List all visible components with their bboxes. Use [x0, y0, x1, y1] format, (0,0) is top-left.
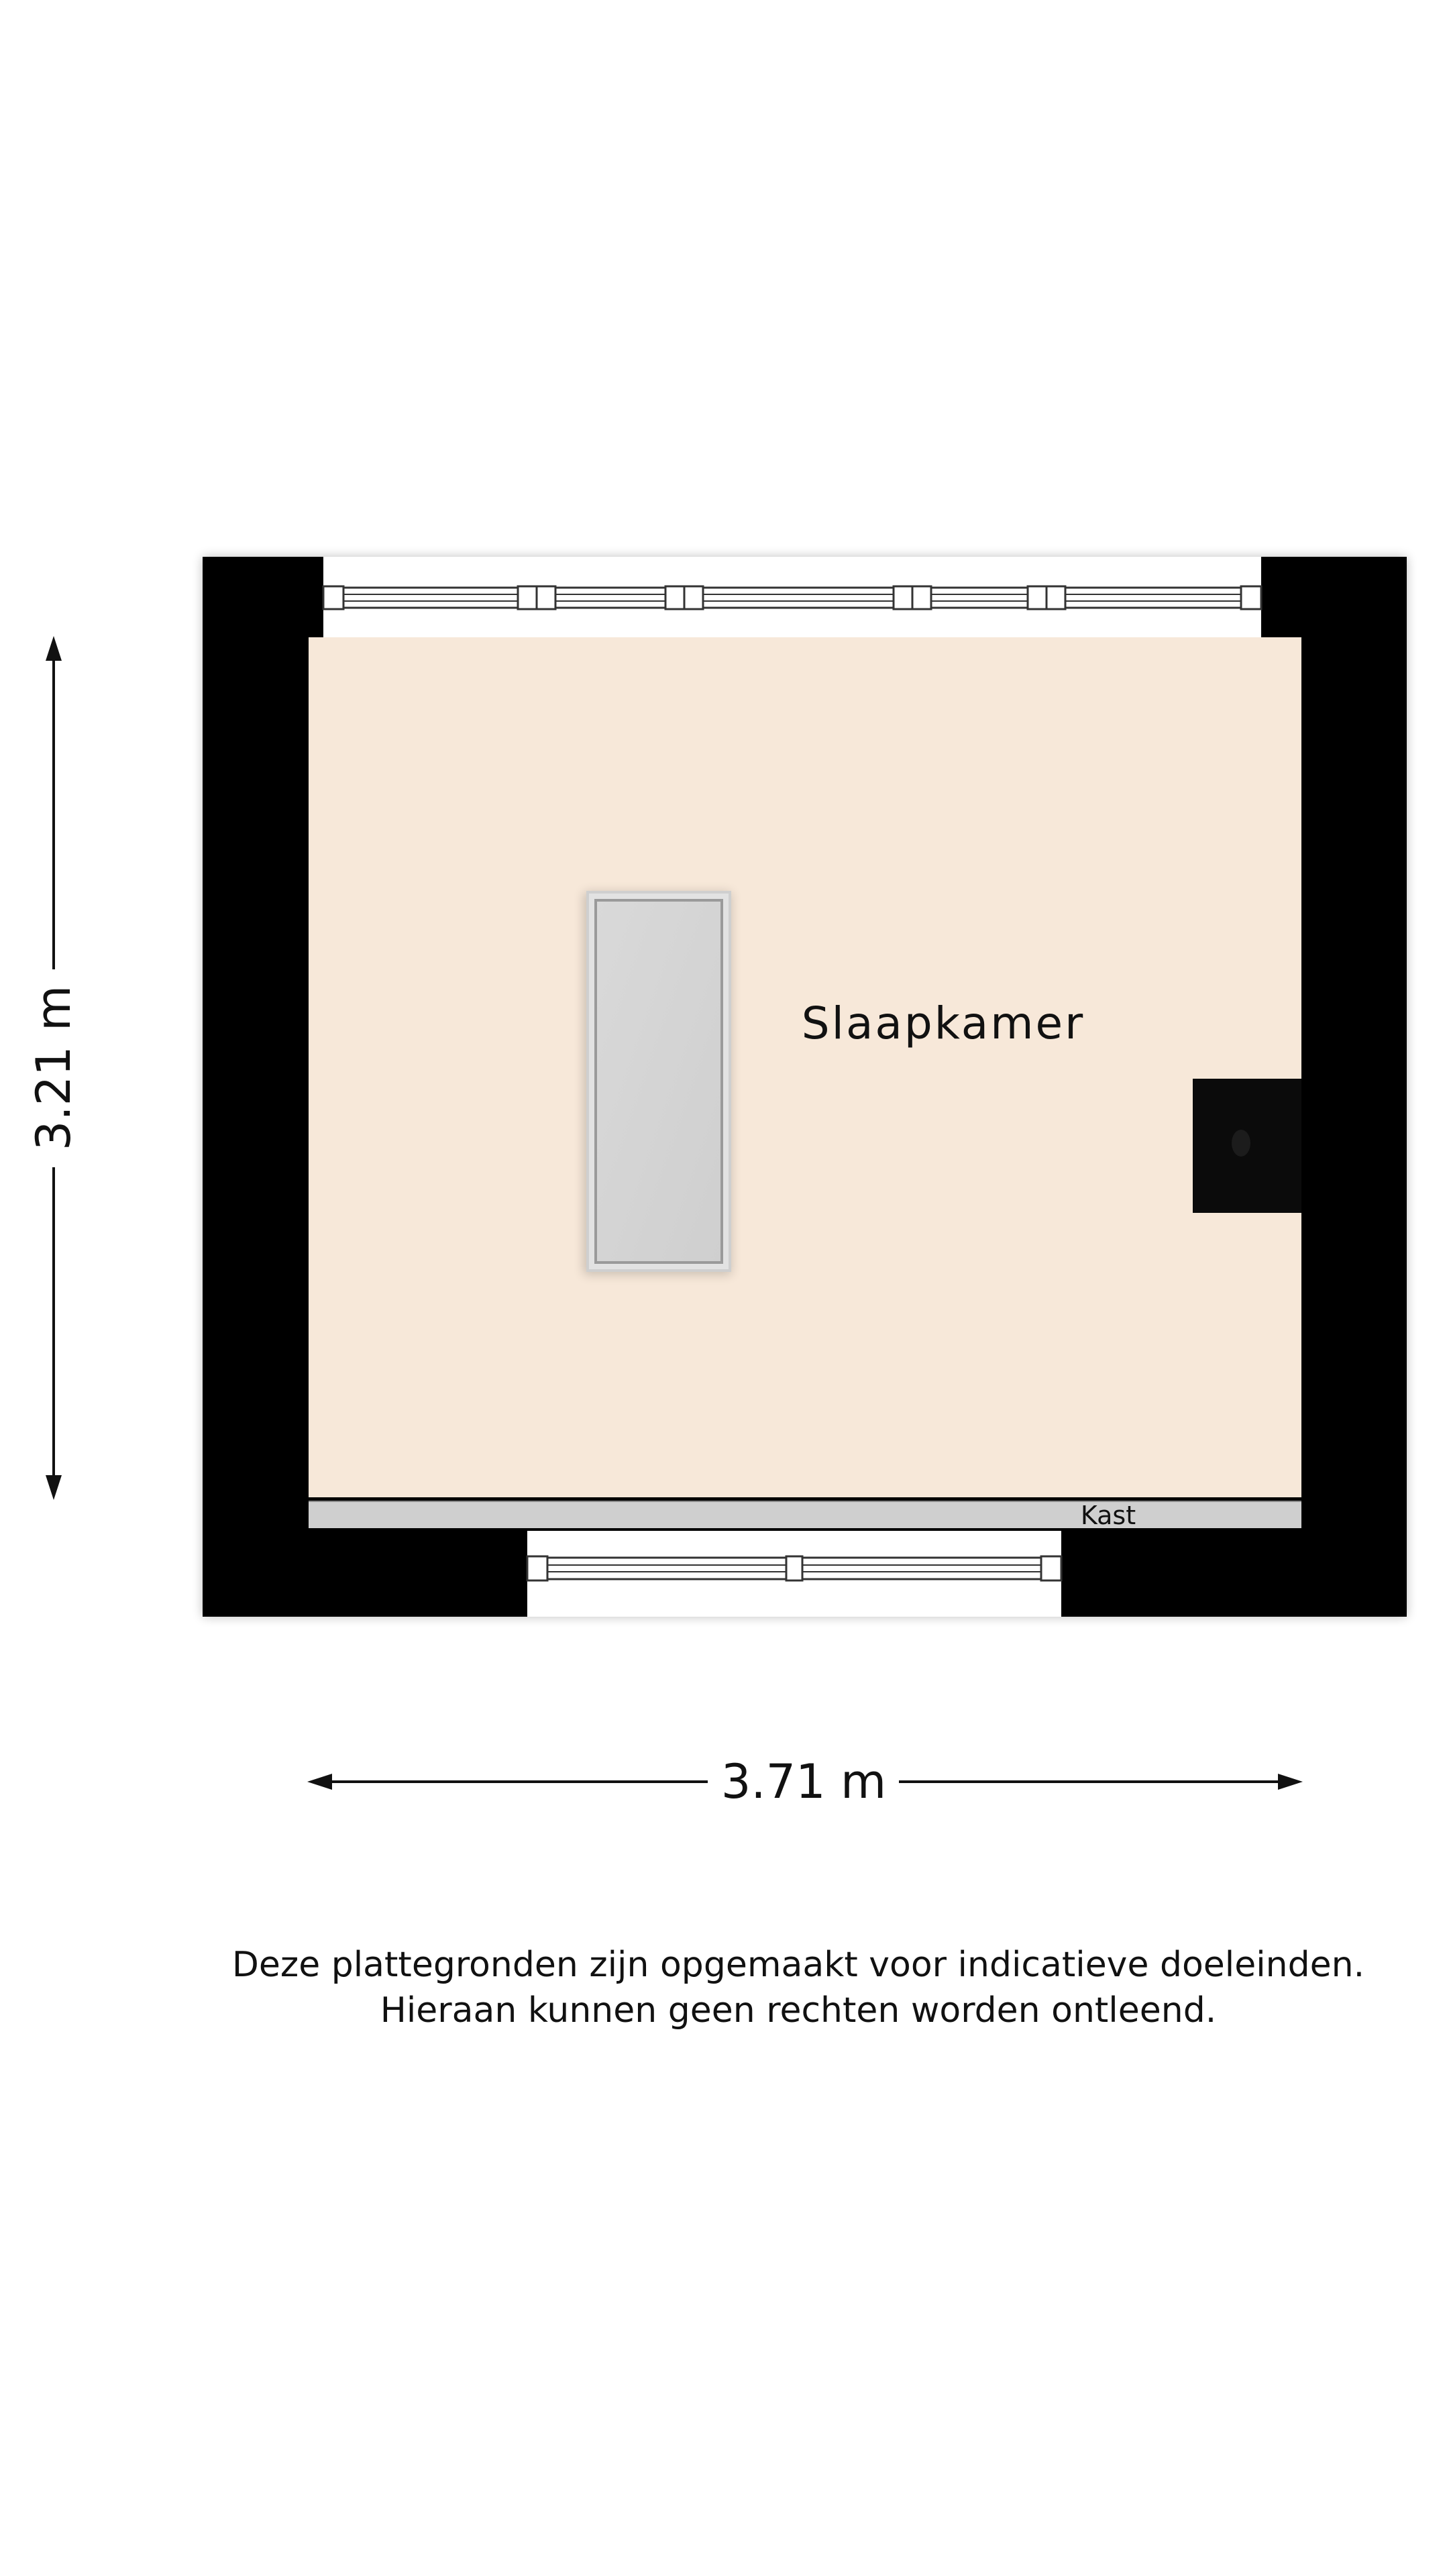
- bottom-window: [527, 1531, 1061, 1617]
- disclaimer: [121, 1942, 1449, 2033]
- chimney-block: [1193, 1079, 1301, 1213]
- room-floor: [309, 637, 1301, 1497]
- top-window: [323, 557, 1261, 637]
- width-label: 3.71 m: [720, 1754, 887, 1809]
- disclaimer-line-2: Hieraan kunnen geen rechten worden ontleend.: [380, 1990, 1217, 2031]
- closet: [309, 1501, 1301, 1528]
- height-label: 3.21 m: [26, 985, 81, 1151]
- bed: [584, 892, 731, 1275]
- disclaimer-line-1: Deze plattegronden zijn opgemaakt voor indicatieve doeleinden.: [231, 1945, 1365, 1985]
- closet-label: Kast: [1080, 1501, 1136, 1530]
- room-label: Slaapkamer: [801, 998, 1085, 1049]
